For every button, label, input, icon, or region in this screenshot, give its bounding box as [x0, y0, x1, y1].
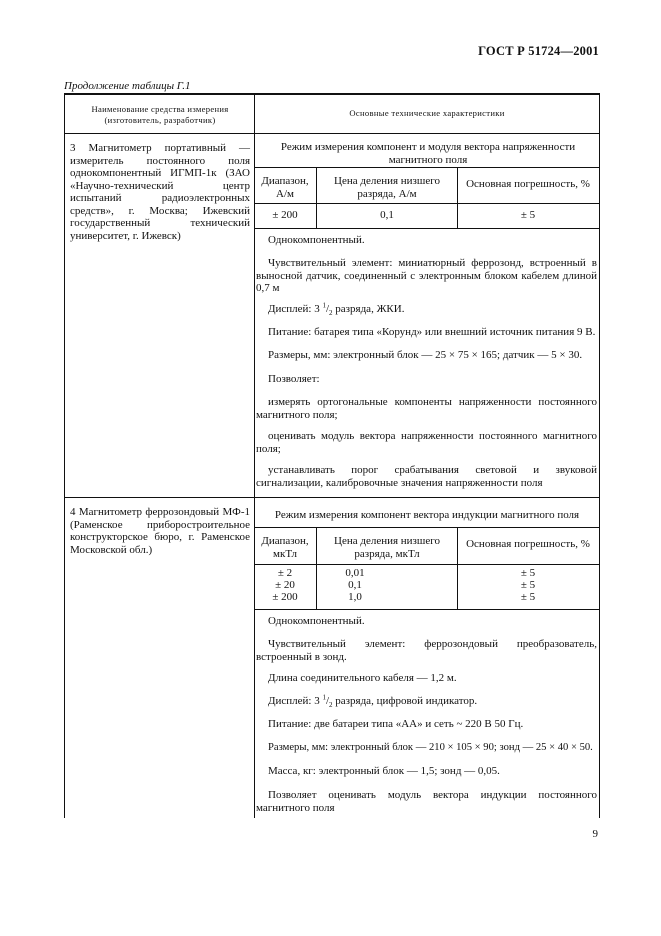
- row4-para-single: Однокомпонентный.: [268, 615, 365, 627]
- page-number: 9: [592, 828, 598, 840]
- row4-col-range: Диапазон, мкТл: [261, 535, 309, 560]
- row3-range-values: ± 200: [272, 209, 298, 221]
- row4-mode-title: Режим измерения компонент вектора индукции магнитного поля: [274, 509, 580, 521]
- row4-error-values: ± 5 ± 5 ± 5: [520, 567, 536, 603]
- row4-division-values: 0,01 0,1 1,0: [345, 567, 365, 603]
- row3-mode-title: Режим измерения компонент и модуля вектора напряженности магнитного поля: [280, 141, 576, 166]
- row3-para-measure: измерять ортогональные компоненты напряженности постоянного магнитного поля;: [256, 396, 597, 421]
- row4-instrument-name: 4 Магнитометр феррозондовый МФ-1 (Раменское приборостроительное конструкторское бюро, г. Раменское Московской обл.): [70, 506, 250, 556]
- row3-error-values: ± 5: [520, 209, 536, 221]
- header-col-characteristics: Основные технические характеристики: [349, 108, 505, 118]
- row3-para-estimate: оценивать модуль вектора напряженности постоянного магнитного поля;: [256, 430, 597, 455]
- row4-para-size: Размеры, мм: электронный блок — 210 × 105 × 90; зонд — 25 × 40 × 50.: [268, 742, 593, 753]
- standard-header: ГОСТ Р 51724—2001: [478, 44, 599, 58]
- row4-para-power: Питание: две батареи типа «АА» и сеть ~ 220 В 50 Гц.: [268, 718, 524, 730]
- row4-col-error: Основная погрешность, %: [466, 538, 590, 550]
- row3-para-power: Питание: батарея типа «Корунд» или внешний источник питания 9 В.: [268, 326, 596, 338]
- row3-col-error: Основная погрешность, %: [466, 178, 590, 190]
- header-col-name: Наименование средства измерения (изготовитель, разработчик): [91, 104, 229, 125]
- row4-para-mass: Масса, кг: электронный блок — 1,5; зонд — 0,05.: [268, 765, 500, 777]
- row4-para-allows: Позволяет оценивать модуль вектора индукции постоянного магнитного поля: [256, 789, 597, 814]
- continuation-label: Продолжение таблицы Г.1: [64, 80, 191, 92]
- row3-division-values: 0,1: [380, 209, 394, 221]
- row3-col-range: Диапазон, А/м: [261, 175, 309, 200]
- row3-para-sensor: Чувствительный элемент: миниатюрный феррозонд, встроенный в выносной датчик, соединенный с электронным блоком кабелем длиной 0,7 м: [256, 257, 597, 294]
- row4-para-sensor: Чувствительный элемент: феррозондовый преобразователь, встроенный в зонд.: [256, 638, 597, 663]
- row3-para-set: устанавливать порог срабатывания световой и звуковой сигнализации, калибровочные значения напряженности поля: [256, 464, 597, 489]
- row3-instrument-name: 3 Магнитометр портативный — измеритель постоянного поля однокомпонентный ИГМП-1к (ЗАО «Научно-технический центр испытаний радиоэлектронных средств», г. Москва; Ижевский государственный технический университет, г. Ижевск): [70, 142, 250, 242]
- row3-para-size: Размеры, мм: электронный блок — 25 × 75 × 165; датчик — 5 × 30.: [268, 349, 583, 361]
- row3-col-division: Цена деления низшего разряда, А/м: [334, 175, 440, 200]
- row3-para-allows: Позволяет:: [268, 373, 320, 385]
- row4-col-division: Цена деления низшего разряда, мкТл: [334, 535, 440, 560]
- row4-range-values: ± 2 ± 20 ± 200: [272, 567, 298, 603]
- row4-para-display: Дисплей: 3 $^1/_2$ разряда, цифровой индикатор.: [268, 693, 478, 710]
- row4-para-cable: Длина соединительного кабеля — 1,2 м.: [268, 672, 457, 684]
- row3-para-display: Дисплей: 3 $^1/_2$ разряда, ЖКИ.: [268, 301, 405, 318]
- row3-para-single: Однокомпонентный.: [268, 234, 365, 246]
